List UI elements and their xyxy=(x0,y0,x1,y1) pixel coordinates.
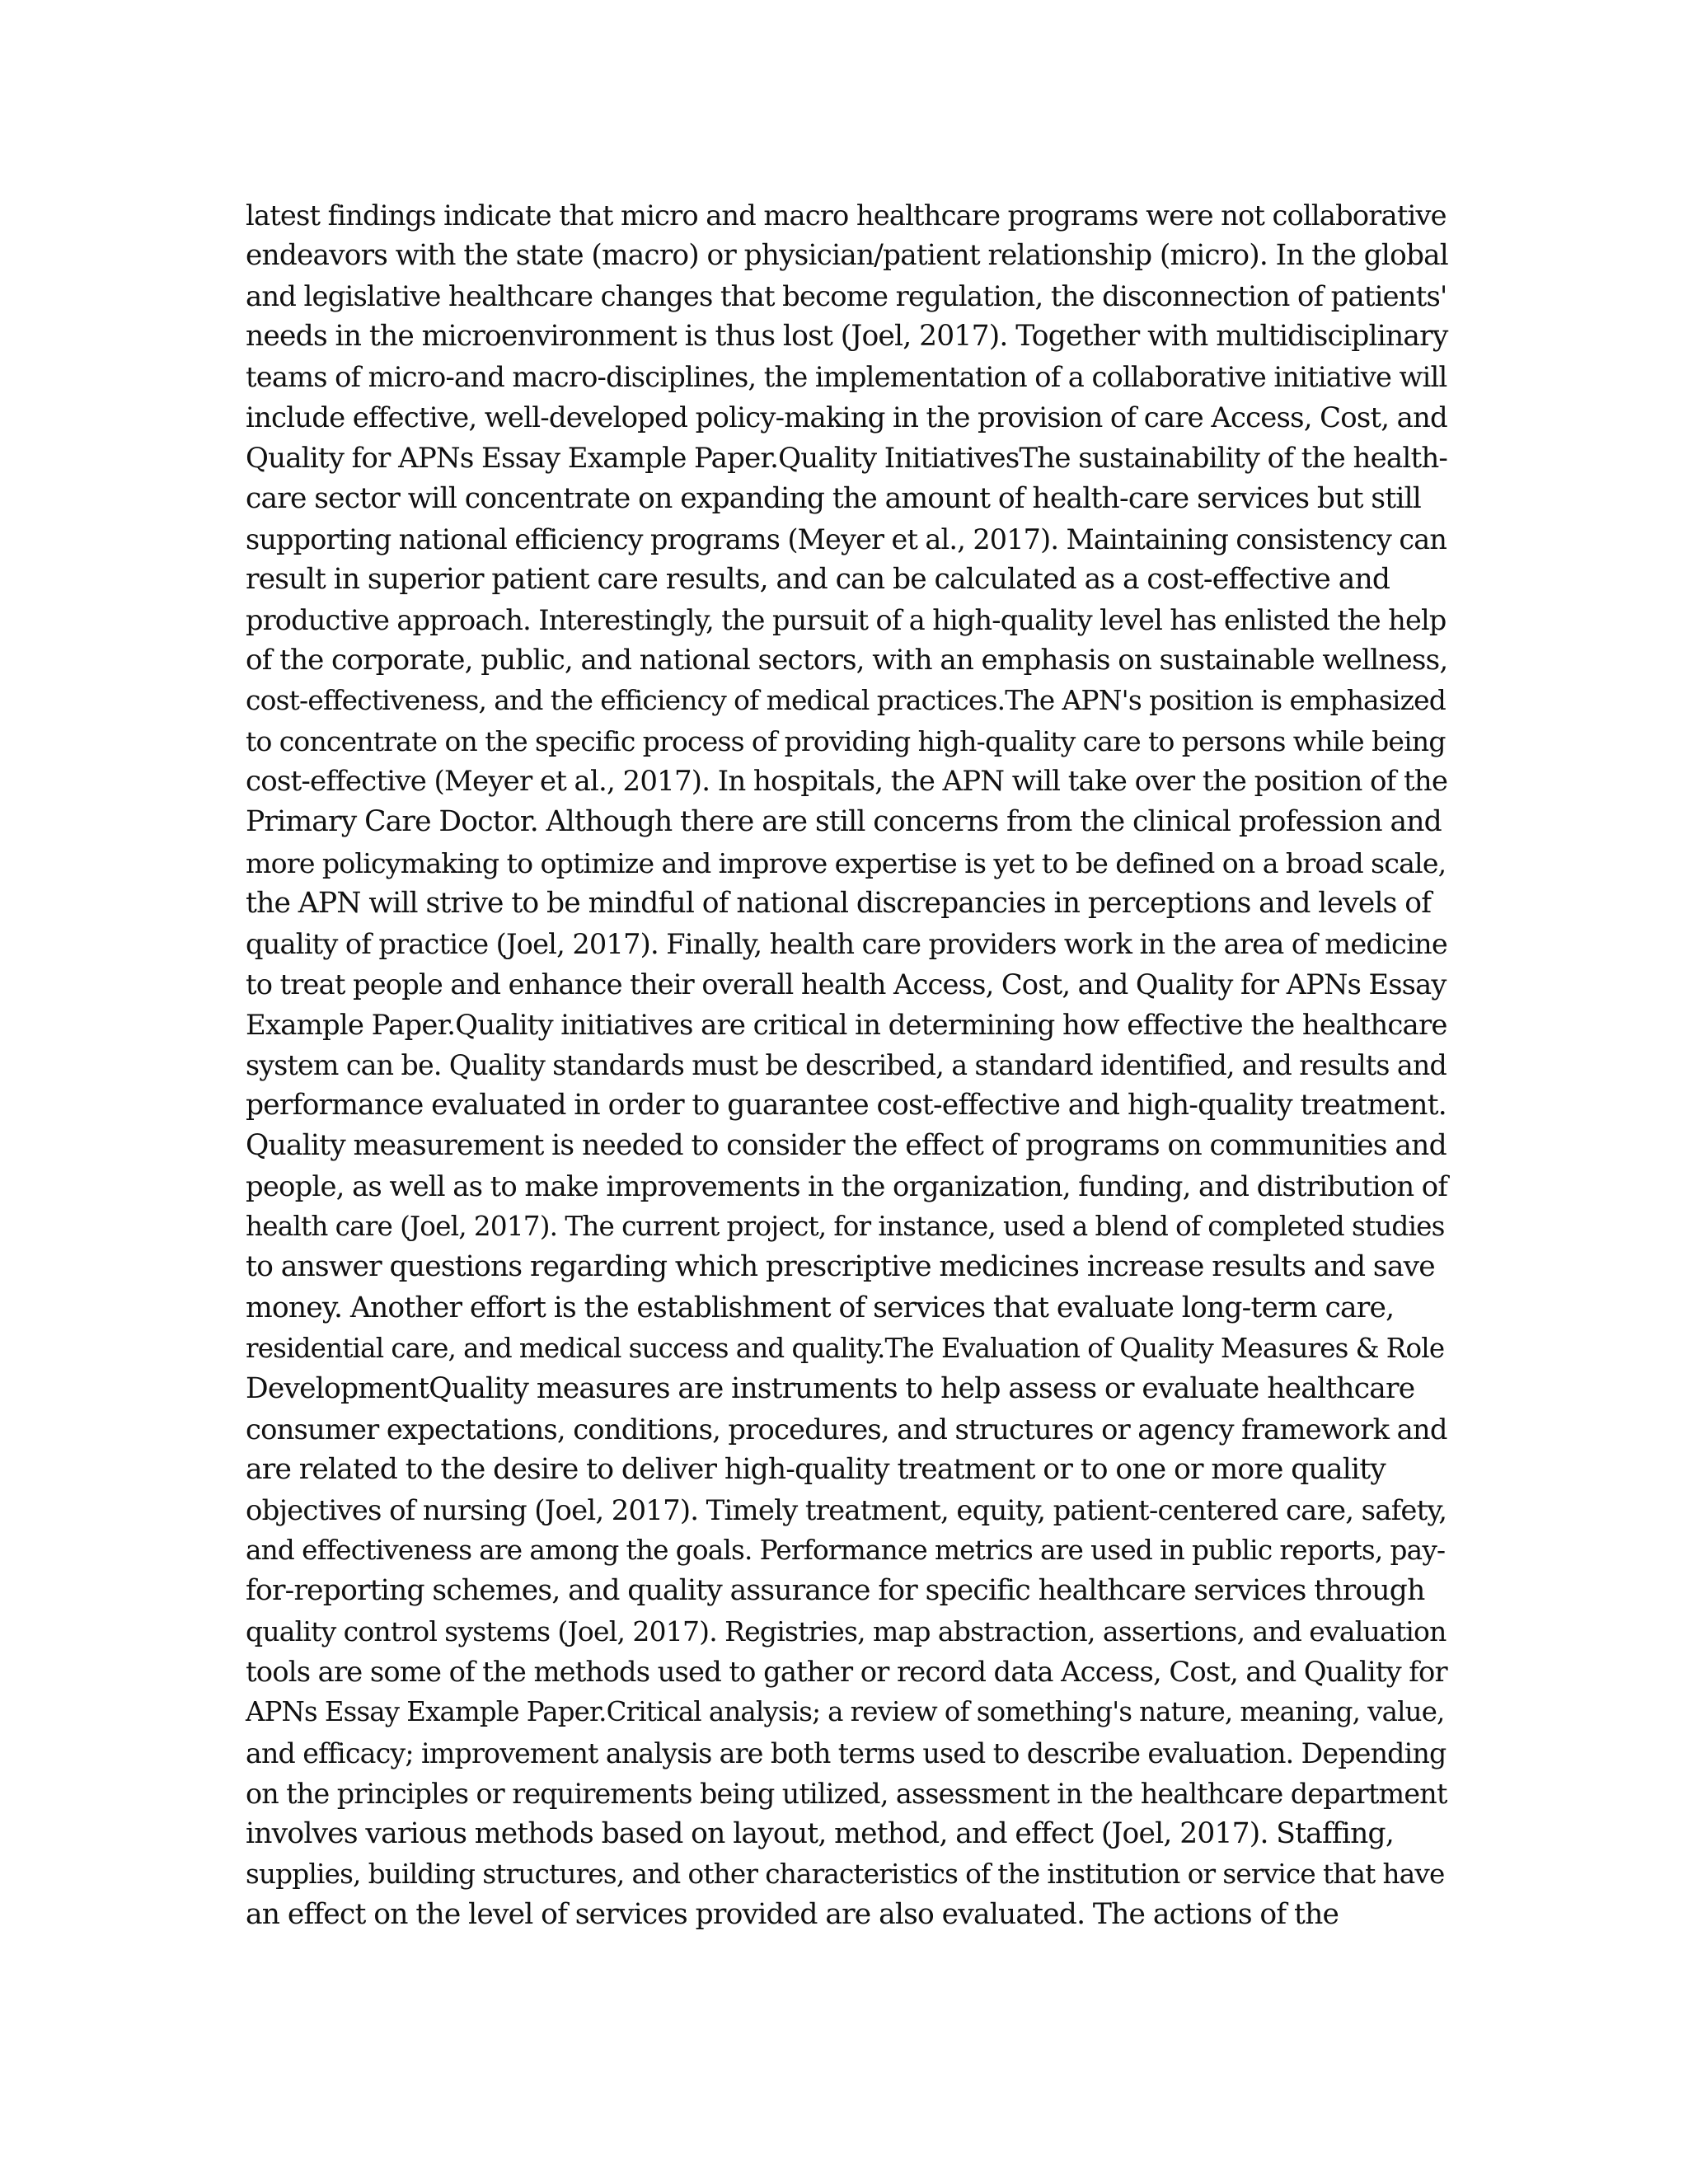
text-line: quality of practice (Joel, 2017). Finally, health care providers work in the area of medicine xyxy=(246,927,1447,960)
text-line: health care (Joel, 2017). The current project, for instance, used a blend of completed studies xyxy=(246,1211,1445,1243)
text-line: cost-effectiveness, and the efficiency of medical practices.The APN's position is emphasized xyxy=(246,685,1446,717)
text-line: involves various methods based on layout, method, and effect (Joel, 2017). Staffing, xyxy=(246,1816,1394,1850)
text-line: APNs Essay Example Paper.Critical analysis; a review of something's nature, meaning, value, xyxy=(246,1696,1445,1728)
text-line: DevelopmentQuality measures are instruments to help assess or evaluate healthcare xyxy=(246,1371,1415,1405)
text-line: the APN will strive to be mindful of national discrepancies in perceptions and levels of xyxy=(246,886,1432,920)
text-line: tools are some of the methods used to gather or record data Access, Cost, and Quality for xyxy=(246,1656,1447,1689)
text-line: an effect on the level of services provided are also evaluated. The actions of the xyxy=(246,1897,1339,1931)
text-line: Quality for APNs Essay Example Paper.Quality InitiativesThe sustainability of the health- xyxy=(246,441,1448,475)
text-line: Example Paper.Quality initiatives are critical in determining how effective the healthcare xyxy=(246,1008,1447,1041)
text-line: Primary Care Doctor. Although there are still concerns from the clinical profession and xyxy=(246,805,1442,839)
text-line: and efficacy; improvement analysis are both terms used to describe evaluation. Depending xyxy=(246,1736,1447,1769)
text-line: and effectiveness are among the goals. Performance metrics are used in public reports, pay- xyxy=(246,1535,1446,1567)
text-line: needs in the microenvironment is thus lost (Joel, 2017). Together with multidisciplinary xyxy=(246,320,1448,354)
text-line: cost-effective (Meyer et al., 2017). In hospitals, the APN will take over the position of the xyxy=(246,765,1448,799)
text-line: include effective, well-developed policy-making in the provision of care Access, Cost, and xyxy=(246,401,1447,434)
text-line: endeavors with the state (macro) or physician/patient relationship (micro). In the global xyxy=(246,239,1448,273)
text-line: money. Another effort is the establishment of services that evaluate long-term care, xyxy=(246,1291,1395,1324)
text-line: quality control systems (Joel, 2017). Registries, map abstraction, assertions, and evaluation xyxy=(246,1615,1447,1648)
text-line: consumer expectations, conditions, procedures, and structures or agency framework and xyxy=(246,1413,1447,1446)
text-line: performance evaluated in order to guarantee cost-effective and high-quality treatment. xyxy=(246,1089,1447,1122)
text-line: latest findings indicate that micro and macro healthcare programs were not collaborative xyxy=(246,199,1447,232)
text-line: are related to the desire to deliver high-quality treatment or to one or more quality xyxy=(246,1452,1386,1486)
text-line: on the principles or requirements being utilized, assessment in the healthcare department xyxy=(246,1777,1447,1810)
text-line: teams of micro-and macro-disciplines, the implementation of a collaborative initiative will xyxy=(246,361,1447,394)
text-line: supporting national efficiency programs (Meyer et al., 2017). Maintaining consistency can xyxy=(246,523,1447,555)
text-line: productive approach. Interestingly, the pursuit of a high-quality level has enlisted the help xyxy=(246,603,1447,636)
text-line: system can be. Quality standards must be described, a standard identified, and results and xyxy=(246,1048,1447,1081)
text-line: more policymaking to optimize and improve expertise is yet to be defined on a broad scale, xyxy=(246,846,1447,879)
text-line: objectives of nursing (Joel, 2017). Timely treatment, equity, patient-centered care, safety, xyxy=(246,1494,1447,1526)
text-line: result in superior patient care results, and can be calculated as a cost-effective and xyxy=(246,562,1390,596)
text-line: Quality measurement is needed to consider the effect of programs on communities and xyxy=(246,1129,1447,1163)
body-paragraph xyxy=(246,195,1449,1935)
text-line: supplies, building structures, and other characteristics of the institution or service that have xyxy=(246,1858,1445,1890)
text-line: people, as well as to make improvements in the organization, funding, and distribution of xyxy=(246,1170,1448,1203)
text-line: to answer questions regarding which prescriptive medicines increase results and save xyxy=(246,1250,1435,1284)
text-line: to treat people and enhance their overall health Access, Cost, and Quality for APNs Essay xyxy=(246,968,1447,1001)
text-line: to concentrate on the specific process of providing high-quality care to persons while being xyxy=(246,725,1446,758)
text-line: and legislative healthcare changes that become regulation, the disconnection of patients' xyxy=(246,280,1447,313)
text-line: for-reporting schemes, and quality assurance for specific healthcare services through xyxy=(246,1574,1425,1608)
text-line: of the corporate, public, and national sectors, with an emphasis on sustainable wellness, xyxy=(246,644,1448,677)
text-line: residential care, and medical success and quality.The Evaluation of Quality Measures & Role xyxy=(246,1332,1445,1364)
text-line: care sector will concentrate on expanding the amount of health-care services but still xyxy=(246,481,1422,515)
